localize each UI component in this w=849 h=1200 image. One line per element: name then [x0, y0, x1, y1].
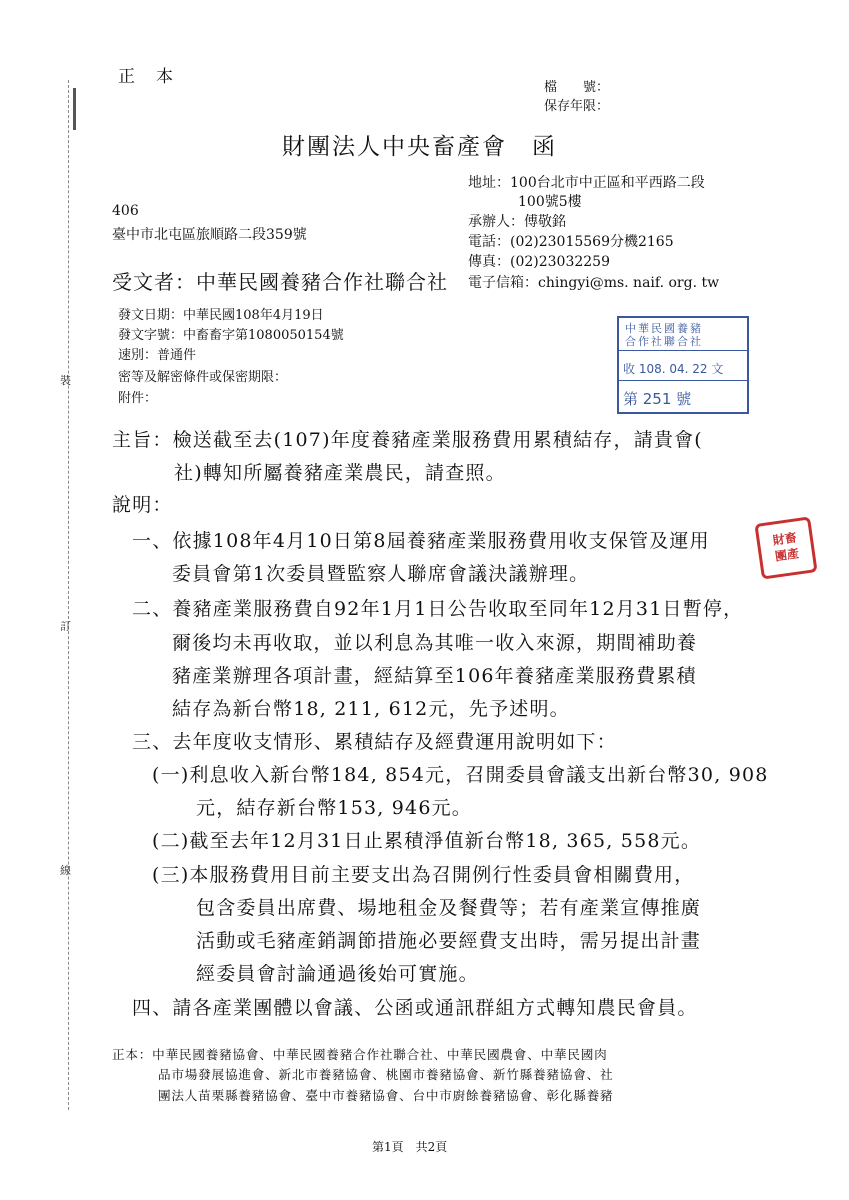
- sender-address-2: 100號5樓: [518, 194, 582, 210]
- sub-item-3-line-1: (三)本服務費用目前主要支出為召開例行性委員會相關費用，: [152, 864, 695, 886]
- item-1-line-2: 委員會第1次委員暨監察人聯席會議決議辦理。: [172, 563, 590, 585]
- sub-item-3-line-2: 包含委員出席費、場地租金及餐費等；若有產業宣傳推廣: [196, 897, 702, 919]
- retention-period: 保存年限：: [544, 99, 610, 114]
- item-2-line-3: 豬產業辦理各項計畫，經結算至106年養豬產業服務費累積: [172, 665, 697, 687]
- binding-edge-mark: [73, 88, 76, 130]
- distribution-line-3: 團法人苗栗縣養豬協會、臺中市養豬協會、台中市廚餘養豬協會、彰化縣養豬: [158, 1088, 614, 1103]
- sub-item-1-line-1: (一)利息收入新台幣184, 854元，召開委員會議支出新台幣30, 908: [152, 764, 769, 786]
- stamp-date: 收 108. 04. 22 文: [623, 362, 724, 376]
- receipt-stamp: [617, 316, 749, 414]
- sender-handler: 承辦人：傅敬銘: [468, 214, 566, 230]
- stamp-org: 中華民國養豬 合作社聯合社: [625, 322, 703, 348]
- sender-email: 電子信箱：chingyi@ms. naif. org. tw: [468, 275, 720, 291]
- stamp-number: 第 251 號: [623, 390, 692, 408]
- distribution-line-2: 品市場發展協進會、新北市養豬協會、桃園市養豬協會、新竹縣養豬協會、社: [158, 1067, 614, 1082]
- page-number: 第1頁 共2頁: [372, 1140, 448, 1154]
- sub-item-3-line-4: 經委員會討論通過後始可實施。: [196, 963, 479, 985]
- distribution-line-1: 正本：中華民國養豬協會、中華民國養豬合作社聯合社、中華民國農會、中華民國肉: [112, 1047, 608, 1062]
- item-2-line-2: 爾後均未再收取，並以利息為其唯一收入來源，期間補助養: [172, 632, 698, 654]
- recipient: 受文者：中華民國養豬合作社聯合社: [112, 270, 448, 294]
- item-1-line-1: 一、依據108年4月10日第8屆養豬產業服務費用收支保管及運用: [132, 530, 710, 552]
- binding-mark-ding: 訂: [60, 620, 71, 633]
- sub-item-1-line-2: 元，結存新台幣153, 946元。: [196, 797, 473, 819]
- document-number: 發文字號：中畜畜字第1080050154號: [118, 328, 344, 343]
- item-2-line-4: 結存為新台幣18, 211, 612元，先予述明。: [172, 698, 570, 720]
- subject-line-2: 社)轉知所屬養豬產業農民，請查照。: [174, 462, 506, 484]
- issue-date: 發文日期：中華民國108年4月19日: [118, 308, 324, 323]
- attachment: 附件：: [118, 391, 158, 406]
- recipient-address: 臺中市北屯區旅順路二段359號: [112, 227, 307, 243]
- item-3: 三、去年度收支情形、累積結存及經費運用說明如下：: [132, 731, 617, 753]
- recipient-postal-code: 406: [112, 203, 139, 219]
- binding-mark-zhuang: 裝: [60, 374, 71, 387]
- sender-phone: 電話：(02)23015569分機2165: [468, 234, 674, 250]
- secrecy-level: 密等及解密條件或保密期限：: [118, 370, 288, 385]
- subject-line-1: 主旨：檢送截至去(107)年度養豬產業服務費用累積結存，請貴會(: [112, 429, 703, 451]
- binding-line: [68, 80, 71, 1110]
- item-2-line-1: 二、養豬產業服務費自92年1月1日公告收取至同年12月31日暫停，: [132, 598, 744, 620]
- page-title: 財團法人中央畜產會 函: [282, 134, 557, 160]
- sub-item-3-line-3: 活動或毛豬產銷調節措施必要經費支出時，需另提出計畫: [196, 930, 702, 952]
- official-seal: 財畜 團產: [754, 516, 817, 579]
- explanation-label: 說明：: [112, 494, 173, 516]
- sub-item-2: (二)截至去年12月31日止累積淨值新台幣18, 365, 558元。: [152, 830, 702, 852]
- sender-fax: 傳真：(02)23032259: [468, 254, 610, 270]
- copy-label: 正 本: [118, 67, 175, 87]
- file-number: 檔 號：: [544, 80, 610, 95]
- delivery-speed: 速別：普通件: [118, 348, 197, 363]
- sender-address-1: 地址：100台北市中正區和平西路二段: [468, 175, 705, 191]
- binding-mark-xian: 線: [60, 864, 71, 877]
- item-4: 四、請各產業團體以會議、公函或通訊群組方式轉知農民會員。: [132, 997, 698, 1019]
